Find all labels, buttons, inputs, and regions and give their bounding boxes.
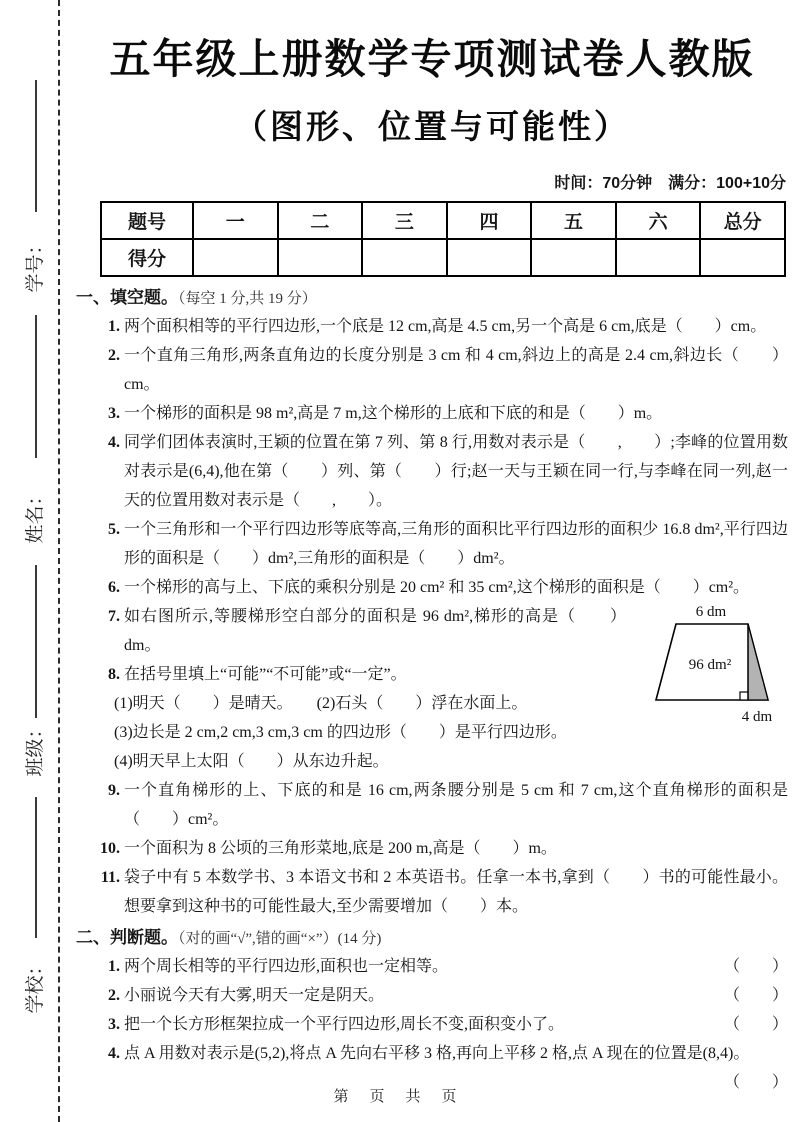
student-info-writing-line xyxy=(35,80,37,212)
question-item xyxy=(76,776,788,834)
question-item xyxy=(76,515,788,573)
question-number: 10. xyxy=(100,840,120,857)
score-table-column-header: 总分 xyxy=(700,202,785,239)
score-cell-empty xyxy=(700,239,785,276)
score-table-corner: 题号 xyxy=(101,202,193,239)
binding-dashed-line xyxy=(58,0,60,1122)
score-table-column-header: 六 xyxy=(616,202,701,239)
question-item xyxy=(76,341,788,399)
question-item xyxy=(76,660,788,776)
question-number: 7. xyxy=(108,608,120,625)
question-item xyxy=(76,428,788,515)
question-number: 1. xyxy=(108,958,120,975)
score-table-column-header: 三 xyxy=(362,202,447,239)
score-table-column-header: 五 xyxy=(531,202,616,239)
score-table xyxy=(100,201,786,277)
question-text: 一个梯形的高与上、下底的乘积分别是 20 cm² 和 35 cm²,这个梯形的面积是（ ）cm²。 xyxy=(124,579,750,596)
question-text: 袋子中有 5 本数学书、3 本语文书和 2 本英语书。任拿一本书,拿到（ ）书的可能性最小。想要拿到这种书的可能性最大,至少需要增加（ ）本。 xyxy=(124,869,788,915)
figure-bottom-label: 4 dm xyxy=(741,709,773,725)
student-info-label: 学校： xyxy=(25,956,46,1014)
student-info-writing-line xyxy=(35,797,37,938)
exam-meta: 时间：70分钟 满分：100+10分 xyxy=(554,175,786,192)
question-number: 9. xyxy=(108,782,120,799)
page-subtitle: （图形、位置与可能性） xyxy=(234,108,630,145)
section xyxy=(76,925,788,1091)
answer-bracket: （ ） xyxy=(723,1074,788,1091)
question-number: 4. xyxy=(108,1045,120,1062)
score-row-label: 得分 xyxy=(101,239,193,276)
question-number: 4. xyxy=(108,434,120,451)
page-title: 五年级上册数学专项测试卷人教版 xyxy=(109,36,755,82)
student-info-writing-line xyxy=(35,315,37,458)
score-table-column-header: 四 xyxy=(447,202,532,239)
question-text: 点 A 用数对表示是(5,2),将点 A 先向右平移 3 格,再向上平移 2 格,点 A 现在的位置是(8,4)。 xyxy=(124,1045,750,1062)
answer-bracket: （ ） xyxy=(723,958,788,975)
question-text: 在括号里填上“可能”“不可能”或“一定”。 xyxy=(124,666,407,683)
question-number: 3. xyxy=(108,1016,120,1033)
student-info-label: 姓名： xyxy=(25,486,46,544)
student-info-label: 学号： xyxy=(25,235,46,293)
question-text: 两个面积相等的平行四边形,一个底是 12 cm,高是 4.5 cm,另一个高是 6 cm,底是（ ）cm。 xyxy=(124,318,767,335)
question-item xyxy=(76,573,788,602)
sub-question-line: (4)明天早上太阳（ ）从东边升起。 xyxy=(114,753,389,770)
question-number: 2. xyxy=(108,347,120,364)
question-item xyxy=(76,981,788,1010)
answer-bracket: （ ） xyxy=(723,987,788,1004)
score-table-column-header: 二 xyxy=(278,202,363,239)
question-text: 两个周长相等的平行四边形,面积也一定相等。 xyxy=(124,958,449,975)
question-number: 1. xyxy=(108,318,120,335)
question-text: 把一个长方形框架拉成一个平行四边形,周长不变,面积变小了。 xyxy=(124,1016,565,1033)
answer-bracket: （ ） xyxy=(723,1016,788,1033)
student-info-label: 班级： xyxy=(25,719,46,777)
question-text: 一个直角三角形,两条直角边的长度分别是 3 cm 和 4 cm,斜边上的高是 2.4 cm,斜边长（ ）cm。 xyxy=(124,347,788,393)
question-number: 8. xyxy=(108,666,120,683)
page-footer: 第 页 共 页 xyxy=(333,1088,460,1105)
figure-area-label: 96 dm² xyxy=(688,657,732,673)
section-score-note: （每空 1 分,共 19 分） xyxy=(178,291,317,307)
question-number: 3. xyxy=(108,405,120,422)
question-text: 一个面积为 8 公顷的三角形菜地,底是 200 m,高是（ ）m。 xyxy=(124,840,557,857)
question-item xyxy=(76,312,788,341)
score-cell-empty xyxy=(193,239,278,276)
question-text: 一个梯形的面积是 98 m²,高是 7 m,这个梯形的上底和下底的和是（ ）m。 xyxy=(124,405,663,422)
question-sections xyxy=(76,285,788,1091)
question-number: 2. xyxy=(108,987,120,1004)
question-text: 同学们团体表演时,王颖的位置在第 7 列、第 8 行,用数对表示是（ , ）;李峰的位置用数对表示是(6,4),他在第（ ）列、第（ ）行;赵一天与王颖在同一行,与李峰在同一列,赵一天的位置用数对表示是（ , ）。 xyxy=(124,434,788,509)
question-item xyxy=(76,863,788,921)
question-number: 6. xyxy=(108,579,120,596)
question-item xyxy=(76,1010,788,1039)
sub-question-line: (3)边长是 2 cm,2 cm,3 cm,3 cm 的四边形（ ）是平行四边形。 xyxy=(114,724,567,741)
section-score-note: （对的画“√”,错的画“×”）(14 分) xyxy=(178,931,382,947)
section-heading xyxy=(76,925,788,952)
question-item xyxy=(76,399,788,428)
section-title: 二、判断题。 xyxy=(76,928,178,947)
question-text: 小丽说今天有大雾,明天一定是阴天。 xyxy=(124,987,385,1004)
question-item xyxy=(76,1039,788,1091)
score-cell-empty xyxy=(362,239,447,276)
score-table-column-header: 一 xyxy=(193,202,278,239)
question-item xyxy=(76,952,788,981)
question-number: 5. xyxy=(108,521,120,538)
question-number: 11. xyxy=(100,869,120,886)
section-title: 一、填空题。 xyxy=(76,288,178,307)
question-text: 一个直角梯形的上、下底的和是 16 cm,两条腰分别是 5 cm 和 7 cm,这个直角梯形的面积是（ ）cm²。 xyxy=(124,782,788,828)
question-item xyxy=(76,602,788,660)
score-cell-empty xyxy=(616,239,701,276)
score-cell-empty xyxy=(278,239,363,276)
paper-content xyxy=(76,0,788,1097)
question-text: 一个三角形和一个平行四边形等底等高,三角形的面积比平行四边形的面积少 16.8 dm²,平行四边形的面积是（ ）dm²,三角形的面积是（ ）dm²。 xyxy=(124,521,788,567)
question-text: 如右图所示,等腰梯形空白部分的面积是 96 dm²,梯形的高是（ ）dm。 xyxy=(124,608,626,654)
score-cell-empty xyxy=(531,239,616,276)
section-heading xyxy=(76,285,788,312)
sub-question-line: (1)明天（ ）是晴天。 (2)石头（ ）浮在水面上。 xyxy=(114,695,528,712)
score-cell-empty xyxy=(447,239,532,276)
section xyxy=(76,285,788,921)
figure-top-label: 6 dm xyxy=(695,604,727,620)
question-item xyxy=(76,834,788,863)
